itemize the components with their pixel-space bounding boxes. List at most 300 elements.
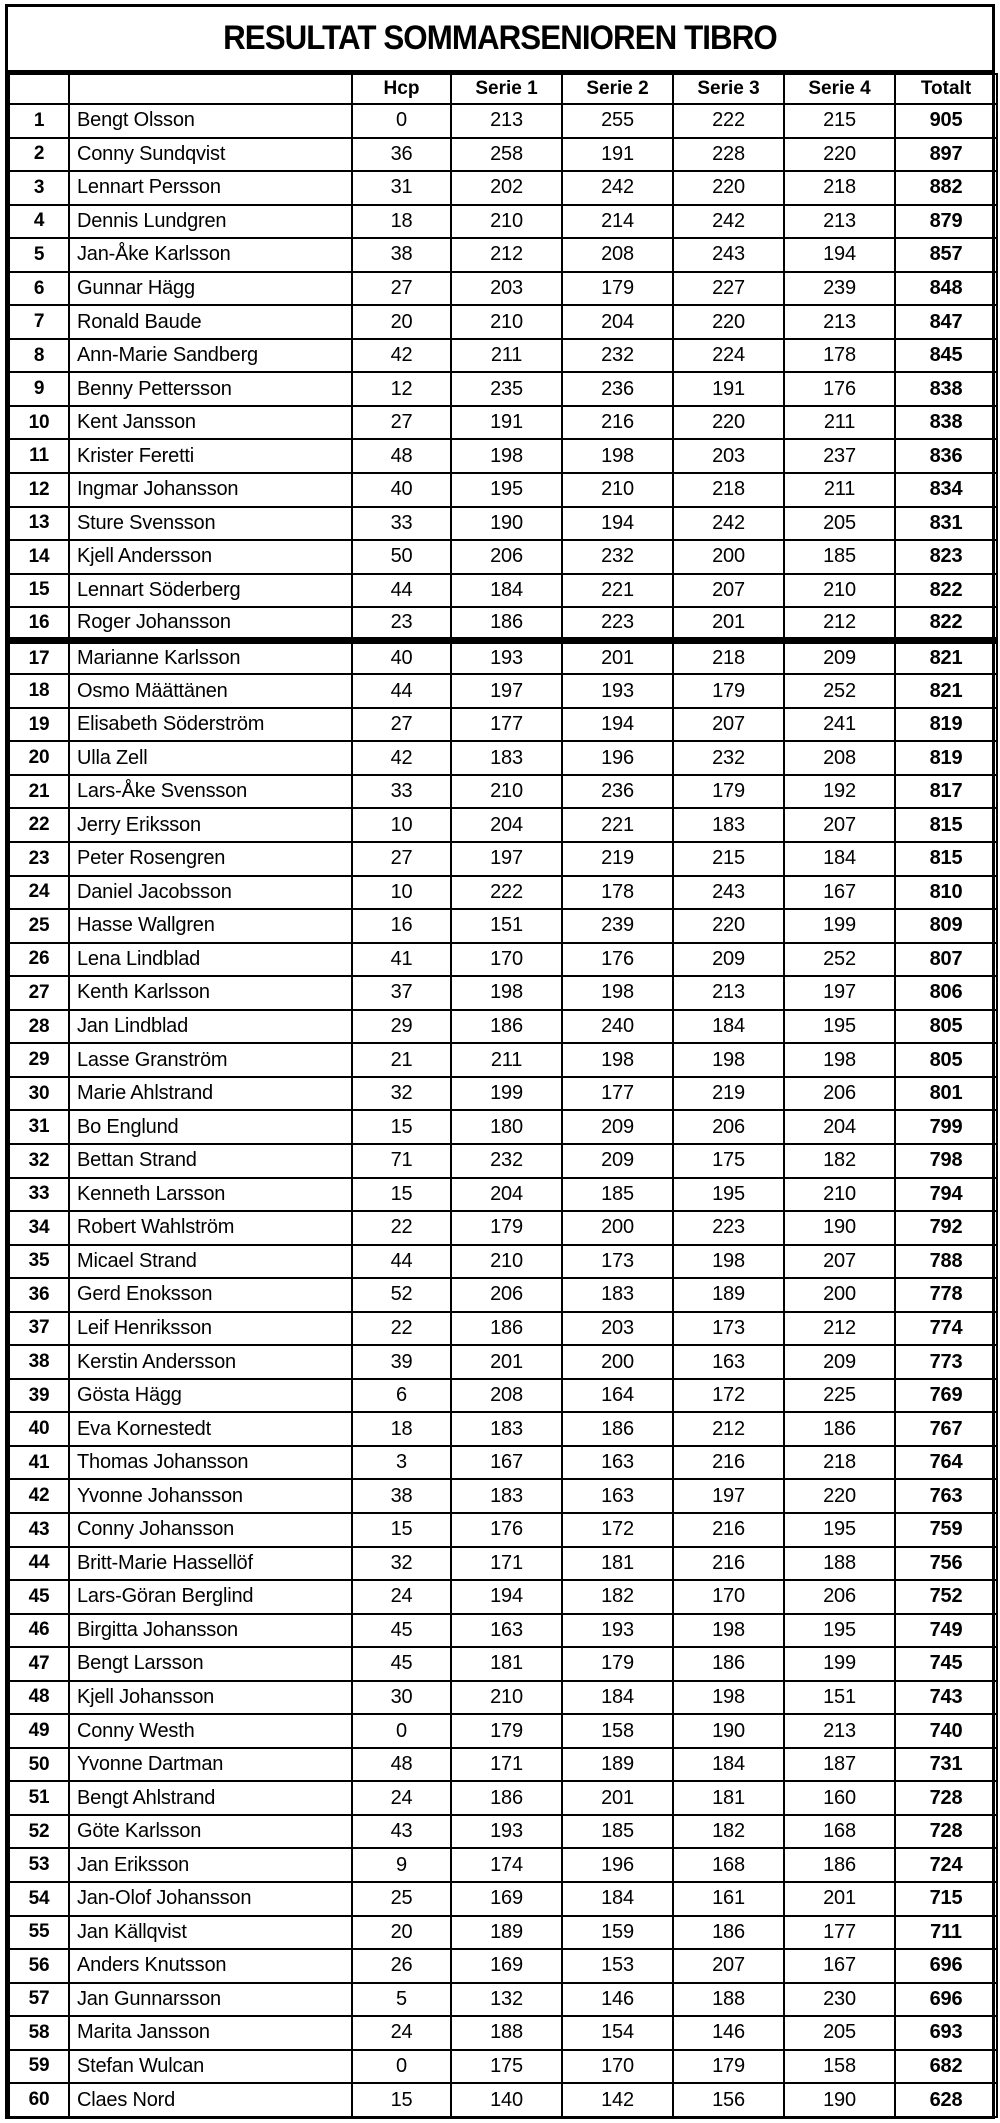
serie3-cell: 224 xyxy=(673,339,784,373)
serie3-cell: 220 xyxy=(673,305,784,339)
serie4-cell: 230 xyxy=(784,1983,895,2017)
total-cell: 743 xyxy=(895,1681,997,1715)
name-cell: Jan Eriksson xyxy=(69,1848,352,1882)
col-serie4-header: Serie 4 xyxy=(784,74,895,104)
name-cell: Robert Wahlström xyxy=(69,1211,352,1245)
serie2-cell: 158 xyxy=(562,1714,673,1748)
total-cell: 815 xyxy=(895,808,997,842)
hcp-cell: 40 xyxy=(352,473,451,507)
serie4-cell: 176 xyxy=(784,372,895,406)
serie3-cell: 198 xyxy=(673,1245,784,1279)
total-cell: 819 xyxy=(895,741,997,775)
total-cell: 831 xyxy=(895,507,997,541)
serie3-cell: 212 xyxy=(673,1412,784,1446)
serie1-cell: 183 xyxy=(451,1412,562,1446)
hcp-cell: 45 xyxy=(352,1614,451,1648)
name-cell: Jan Lindblad xyxy=(69,1010,352,1044)
rank-cell: 42 xyxy=(9,1479,69,1513)
hcp-cell: 27 xyxy=(352,842,451,876)
table-row xyxy=(9,1245,997,1279)
serie2-cell: 193 xyxy=(562,1614,673,1648)
name-cell: Gösta Hägg xyxy=(69,1379,352,1413)
serie2-cell: 223 xyxy=(562,607,673,641)
table-row xyxy=(9,1815,997,1849)
serie3-cell: 183 xyxy=(673,808,784,842)
total-cell: 792 xyxy=(895,1211,997,1245)
name-cell: Bettan Strand xyxy=(69,1144,352,1178)
serie4-cell: 220 xyxy=(784,1479,895,1513)
serie1-cell: 206 xyxy=(451,540,562,574)
serie1-cell: 163 xyxy=(451,1614,562,1648)
serie3-cell: 223 xyxy=(673,1211,784,1245)
rank-cell: 12 xyxy=(9,473,69,507)
serie1-cell: 176 xyxy=(451,1513,562,1547)
serie3-cell: 179 xyxy=(673,775,784,809)
name-cell: Conny Sundqvist xyxy=(69,138,352,172)
table-row xyxy=(9,1312,997,1346)
rank-cell: 11 xyxy=(9,439,69,473)
serie1-cell: 213 xyxy=(451,104,562,138)
name-cell: Lasse Granström xyxy=(69,1043,352,1077)
serie2-cell: 214 xyxy=(562,205,673,239)
serie2-cell: 179 xyxy=(562,1647,673,1681)
name-cell: Yvonne Dartman xyxy=(69,1748,352,1782)
serie2-cell: 203 xyxy=(562,1312,673,1346)
name-cell: Roger Johansson xyxy=(69,607,352,641)
total-cell: 879 xyxy=(895,205,997,239)
serie3-cell: 190 xyxy=(673,1714,784,1748)
serie4-cell: 220 xyxy=(784,138,895,172)
rank-cell: 46 xyxy=(9,1614,69,1648)
total-cell: 798 xyxy=(895,1144,997,1178)
hcp-cell: 39 xyxy=(352,1345,451,1379)
serie3-cell: 179 xyxy=(673,674,784,708)
serie4-cell: 205 xyxy=(784,2016,895,2050)
serie2-cell: 221 xyxy=(562,808,673,842)
serie1-cell: 186 xyxy=(451,1312,562,1346)
table-row xyxy=(9,507,997,541)
col-serie2-header: Serie 2 xyxy=(562,74,673,104)
serie2-cell: 208 xyxy=(562,238,673,272)
name-cell: Sture Svensson xyxy=(69,507,352,541)
table-row xyxy=(9,1882,997,1916)
serie1-cell: 179 xyxy=(451,1714,562,1748)
serie2-cell: 189 xyxy=(562,1748,673,1782)
hcp-cell: 15 xyxy=(352,1110,451,1144)
name-cell: Lars-Åke Svensson xyxy=(69,775,352,809)
serie3-cell: 146 xyxy=(673,2016,784,2050)
serie3-cell: 156 xyxy=(673,2083,784,2117)
hcp-cell: 15 xyxy=(352,1513,451,1547)
name-cell: Gerd Enoksson xyxy=(69,1278,352,1312)
total-cell: 817 xyxy=(895,775,997,809)
table-row xyxy=(9,104,997,138)
hcp-cell: 26 xyxy=(352,1949,451,1983)
hcp-cell: 29 xyxy=(352,1010,451,1044)
serie2-cell: 201 xyxy=(562,641,673,675)
total-cell: 799 xyxy=(895,1110,997,1144)
table-row xyxy=(9,641,997,675)
name-cell: Kent Jansson xyxy=(69,406,352,440)
serie2-cell: 191 xyxy=(562,138,673,172)
total-cell: 834 xyxy=(895,473,997,507)
table-row xyxy=(9,741,997,775)
serie3-cell: 186 xyxy=(673,1647,784,1681)
total-cell: 805 xyxy=(895,1010,997,1044)
rank-cell: 17 xyxy=(9,641,69,675)
name-cell: Leif Henriksson xyxy=(69,1312,352,1346)
results-table xyxy=(8,73,998,2118)
serie4-cell: 199 xyxy=(784,909,895,943)
name-cell: Bengt Ahlstrand xyxy=(69,1781,352,1815)
table-row xyxy=(9,607,997,641)
serie1-cell: 190 xyxy=(451,507,562,541)
hcp-cell: 36 xyxy=(352,138,451,172)
serie3-cell: 161 xyxy=(673,1882,784,1916)
serie1-cell: 197 xyxy=(451,842,562,876)
page-title: RESULTAT SOMMARSENIOREN TIBRO xyxy=(223,19,777,57)
serie1-cell: 140 xyxy=(451,2083,562,2117)
serie4-cell: 178 xyxy=(784,339,895,373)
total-cell: 805 xyxy=(895,1043,997,1077)
serie4-cell: 187 xyxy=(784,1748,895,1782)
hcp-cell: 6 xyxy=(352,1379,451,1413)
serie3-cell: 206 xyxy=(673,1110,784,1144)
serie3-cell: 242 xyxy=(673,205,784,239)
hcp-cell: 27 xyxy=(352,708,451,742)
rank-cell: 33 xyxy=(9,1178,69,1212)
serie3-cell: 173 xyxy=(673,1312,784,1346)
table-row xyxy=(9,1379,997,1413)
serie3-cell: 203 xyxy=(673,439,784,473)
serie4-cell: 186 xyxy=(784,1412,895,1446)
rank-cell: 49 xyxy=(9,1714,69,1748)
hcp-cell: 42 xyxy=(352,339,451,373)
serie1-cell: 132 xyxy=(451,1983,562,2017)
total-cell: 810 xyxy=(895,876,997,910)
rank-cell: 57 xyxy=(9,1983,69,2017)
title-bar xyxy=(8,7,992,73)
serie4-cell: 199 xyxy=(784,1647,895,1681)
rank-cell: 55 xyxy=(9,1916,69,1950)
hcp-cell: 37 xyxy=(352,976,451,1010)
total-cell: 728 xyxy=(895,1815,997,1849)
hcp-cell: 48 xyxy=(352,1748,451,1782)
serie3-cell: 181 xyxy=(673,1781,784,1815)
serie1-cell: 170 xyxy=(451,943,562,977)
serie1-cell: 194 xyxy=(451,1580,562,1614)
serie2-cell: 198 xyxy=(562,976,673,1010)
header-row xyxy=(9,74,997,104)
name-cell: Ingmar Johansson xyxy=(69,473,352,507)
rank-cell: 34 xyxy=(9,1211,69,1245)
hcp-cell: 10 xyxy=(352,876,451,910)
hcp-cell: 33 xyxy=(352,507,451,541)
rank-cell: 41 xyxy=(9,1446,69,1480)
serie4-cell: 210 xyxy=(784,1178,895,1212)
total-cell: 821 xyxy=(895,641,997,675)
hcp-cell: 0 xyxy=(352,2050,451,2084)
rank-cell: 10 xyxy=(9,406,69,440)
serie3-cell: 207 xyxy=(673,1949,784,1983)
serie1-cell: 208 xyxy=(451,1379,562,1413)
serie1-cell: 180 xyxy=(451,1110,562,1144)
serie1-cell: 181 xyxy=(451,1647,562,1681)
table-row xyxy=(9,808,997,842)
hcp-cell: 27 xyxy=(352,272,451,306)
hcp-cell: 38 xyxy=(352,238,451,272)
serie2-cell: 255 xyxy=(562,104,673,138)
name-cell: Bengt Olsson xyxy=(69,104,352,138)
hcp-cell: 24 xyxy=(352,1580,451,1614)
serie1-cell: 188 xyxy=(451,2016,562,2050)
serie3-cell: 175 xyxy=(673,1144,784,1178)
hcp-cell: 44 xyxy=(352,1245,451,1279)
total-cell: 788 xyxy=(895,1245,997,1279)
rank-cell: 8 xyxy=(9,339,69,373)
rank-cell: 22 xyxy=(9,808,69,842)
hcp-cell: 38 xyxy=(352,1479,451,1513)
table-row xyxy=(9,2016,997,2050)
rank-cell: 45 xyxy=(9,1580,69,1614)
name-cell: Peter Rosengren xyxy=(69,842,352,876)
table-row xyxy=(9,272,997,306)
rank-cell: 52 xyxy=(9,1815,69,1849)
serie4-cell: 205 xyxy=(784,507,895,541)
table-row xyxy=(9,842,997,876)
serie4-cell: 160 xyxy=(784,1781,895,1815)
total-cell: 905 xyxy=(895,104,997,138)
hcp-cell: 10 xyxy=(352,808,451,842)
serie4-cell: 252 xyxy=(784,943,895,977)
rank-cell: 19 xyxy=(9,708,69,742)
serie3-cell: 163 xyxy=(673,1345,784,1379)
table-row xyxy=(9,305,997,339)
total-cell: 806 xyxy=(895,976,997,1010)
table-row xyxy=(9,1547,997,1581)
serie4-cell: 211 xyxy=(784,473,895,507)
serie1-cell: 151 xyxy=(451,909,562,943)
serie2-cell: 210 xyxy=(562,473,673,507)
hcp-cell: 18 xyxy=(352,1412,451,1446)
name-cell: Elisabeth Söderström xyxy=(69,708,352,742)
serie4-cell: 207 xyxy=(784,808,895,842)
col-serie1-header: Serie 1 xyxy=(451,74,562,104)
total-cell: 749 xyxy=(895,1614,997,1648)
rank-cell: 36 xyxy=(9,1278,69,1312)
serie3-cell: 207 xyxy=(673,574,784,608)
serie4-cell: 201 xyxy=(784,1882,895,1916)
serie3-cell: 198 xyxy=(673,1614,784,1648)
hcp-cell: 15 xyxy=(352,1178,451,1212)
hcp-cell: 0 xyxy=(352,1714,451,1748)
hcp-cell: 33 xyxy=(352,775,451,809)
table-row xyxy=(9,1580,997,1614)
name-cell: Gunnar Hägg xyxy=(69,272,352,306)
serie1-cell: 211 xyxy=(451,1043,562,1077)
serie1-cell: 167 xyxy=(451,1446,562,1480)
serie3-cell: 168 xyxy=(673,1848,784,1882)
table-row xyxy=(9,574,997,608)
table-row xyxy=(9,1916,997,1950)
serie1-cell: 189 xyxy=(451,1916,562,1950)
total-cell: 857 xyxy=(895,238,997,272)
serie1-cell: 211 xyxy=(451,339,562,373)
rank-cell: 24 xyxy=(9,876,69,910)
rank-cell: 16 xyxy=(9,607,69,641)
table-row xyxy=(9,1278,997,1312)
serie2-cell: 181 xyxy=(562,1547,673,1581)
serie2-cell: 198 xyxy=(562,1043,673,1077)
serie4-cell: 168 xyxy=(784,1815,895,1849)
serie2-cell: 204 xyxy=(562,305,673,339)
name-cell: Ulla Zell xyxy=(69,741,352,775)
serie2-cell: 163 xyxy=(562,1479,673,1513)
serie4-cell: 151 xyxy=(784,1681,895,1715)
serie1-cell: 184 xyxy=(451,574,562,608)
table-row xyxy=(9,708,997,742)
name-cell: Claes Nord xyxy=(69,2083,352,2117)
serie4-cell: 167 xyxy=(784,1949,895,1983)
serie2-cell: 170 xyxy=(562,2050,673,2084)
serie2-cell: 200 xyxy=(562,1211,673,1245)
total-cell: 745 xyxy=(895,1647,997,1681)
serie3-cell: 220 xyxy=(673,909,784,943)
name-cell: Britt-Marie Hassellöf xyxy=(69,1547,352,1581)
total-cell: 794 xyxy=(895,1178,997,1212)
hcp-cell: 18 xyxy=(352,205,451,239)
serie4-cell: 198 xyxy=(784,1043,895,1077)
hcp-cell: 9 xyxy=(352,1848,451,1882)
name-cell: Anders Knutsson xyxy=(69,1949,352,1983)
results-body xyxy=(9,104,997,2117)
serie3-cell: 228 xyxy=(673,138,784,172)
serie3-cell: 243 xyxy=(673,238,784,272)
table-row xyxy=(9,909,997,943)
serie3-cell: 172 xyxy=(673,1379,784,1413)
serie1-cell: 193 xyxy=(451,641,562,675)
serie1-cell: 171 xyxy=(451,1547,562,1581)
serie2-cell: 232 xyxy=(562,339,673,373)
rank-cell: 53 xyxy=(9,1848,69,1882)
total-cell: 821 xyxy=(895,674,997,708)
serie2-cell: 185 xyxy=(562,1815,673,1849)
total-cell: 897 xyxy=(895,138,997,172)
serie1-cell: 210 xyxy=(451,1681,562,1715)
name-cell: Conny Westh xyxy=(69,1714,352,1748)
table-row xyxy=(9,1479,997,1513)
hcp-cell: 30 xyxy=(352,1681,451,1715)
serie4-cell: 204 xyxy=(784,1110,895,1144)
serie3-cell: 227 xyxy=(673,272,784,306)
total-cell: 724 xyxy=(895,1848,997,1882)
serie4-cell: 167 xyxy=(784,876,895,910)
serie1-cell: 199 xyxy=(451,1077,562,1111)
total-cell: 682 xyxy=(895,2050,997,2084)
name-cell: Thomas Johansson xyxy=(69,1446,352,1480)
rank-cell: 31 xyxy=(9,1110,69,1144)
serie4-cell: 213 xyxy=(784,1714,895,1748)
serie4-cell: 208 xyxy=(784,741,895,775)
serie2-cell: 198 xyxy=(562,439,673,473)
total-cell: 801 xyxy=(895,1077,997,1111)
name-cell: Kjell Andersson xyxy=(69,540,352,574)
serie2-cell: 176 xyxy=(562,943,673,977)
serie3-cell: 198 xyxy=(673,1043,784,1077)
table-row xyxy=(9,1647,997,1681)
total-cell: 763 xyxy=(895,1479,997,1513)
hcp-cell: 40 xyxy=(352,641,451,675)
table-row xyxy=(9,1043,997,1077)
hcp-cell: 20 xyxy=(352,305,451,339)
serie2-cell: 239 xyxy=(562,909,673,943)
hcp-cell: 41 xyxy=(352,943,451,977)
rank-cell: 38 xyxy=(9,1345,69,1379)
serie4-cell: 218 xyxy=(784,1446,895,1480)
name-cell: Bo Englund xyxy=(69,1110,352,1144)
table-row xyxy=(9,1848,997,1882)
hcp-cell: 42 xyxy=(352,741,451,775)
serie1-cell: 179 xyxy=(451,1211,562,1245)
total-cell: 715 xyxy=(895,1882,997,1916)
total-cell: 752 xyxy=(895,1580,997,1614)
serie1-cell: 193 xyxy=(451,1815,562,1849)
total-cell: 769 xyxy=(895,1379,997,1413)
table-row xyxy=(9,976,997,1010)
serie2-cell: 153 xyxy=(562,1949,673,1983)
total-cell: 731 xyxy=(895,1748,997,1782)
table-row xyxy=(9,1345,997,1379)
total-cell: 711 xyxy=(895,1916,997,1950)
table-row xyxy=(9,1614,997,1648)
serie1-cell: 210 xyxy=(451,305,562,339)
total-cell: 759 xyxy=(895,1513,997,1547)
name-cell: Bengt Larsson xyxy=(69,1647,352,1681)
serie4-cell: 158 xyxy=(784,2050,895,2084)
serie4-cell: 182 xyxy=(784,1144,895,1178)
hcp-cell: 25 xyxy=(352,1882,451,1916)
total-cell: 823 xyxy=(895,540,997,574)
serie3-cell: 219 xyxy=(673,1077,784,1111)
name-cell: Daniel Jacobsson xyxy=(69,876,352,910)
serie2-cell: 216 xyxy=(562,406,673,440)
serie3-cell: 216 xyxy=(673,1446,784,1480)
table-row xyxy=(9,1513,997,1547)
total-cell: 809 xyxy=(895,909,997,943)
serie4-cell: 186 xyxy=(784,1848,895,1882)
name-cell: Lars-Göran Berglind xyxy=(69,1580,352,1614)
serie2-cell: 179 xyxy=(562,272,673,306)
table-row xyxy=(9,1983,997,2017)
hcp-cell: 24 xyxy=(352,2016,451,2050)
table-row xyxy=(9,943,997,977)
total-cell: 774 xyxy=(895,1312,997,1346)
table-row xyxy=(9,1211,997,1245)
table-row xyxy=(9,339,997,373)
rank-cell: 25 xyxy=(9,909,69,943)
total-cell: 764 xyxy=(895,1446,997,1480)
name-cell: Ann-Marie Sandberg xyxy=(69,339,352,373)
serie3-cell: 200 xyxy=(673,540,784,574)
table-row xyxy=(9,775,997,809)
name-cell: Jan-Åke Karlsson xyxy=(69,238,352,272)
serie2-cell: 184 xyxy=(562,1681,673,1715)
hcp-cell: 71 xyxy=(352,1144,451,1178)
serie2-cell: 184 xyxy=(562,1882,673,1916)
rank-cell: 51 xyxy=(9,1781,69,1815)
serie4-cell: 188 xyxy=(784,1547,895,1581)
table-row xyxy=(9,1949,997,1983)
